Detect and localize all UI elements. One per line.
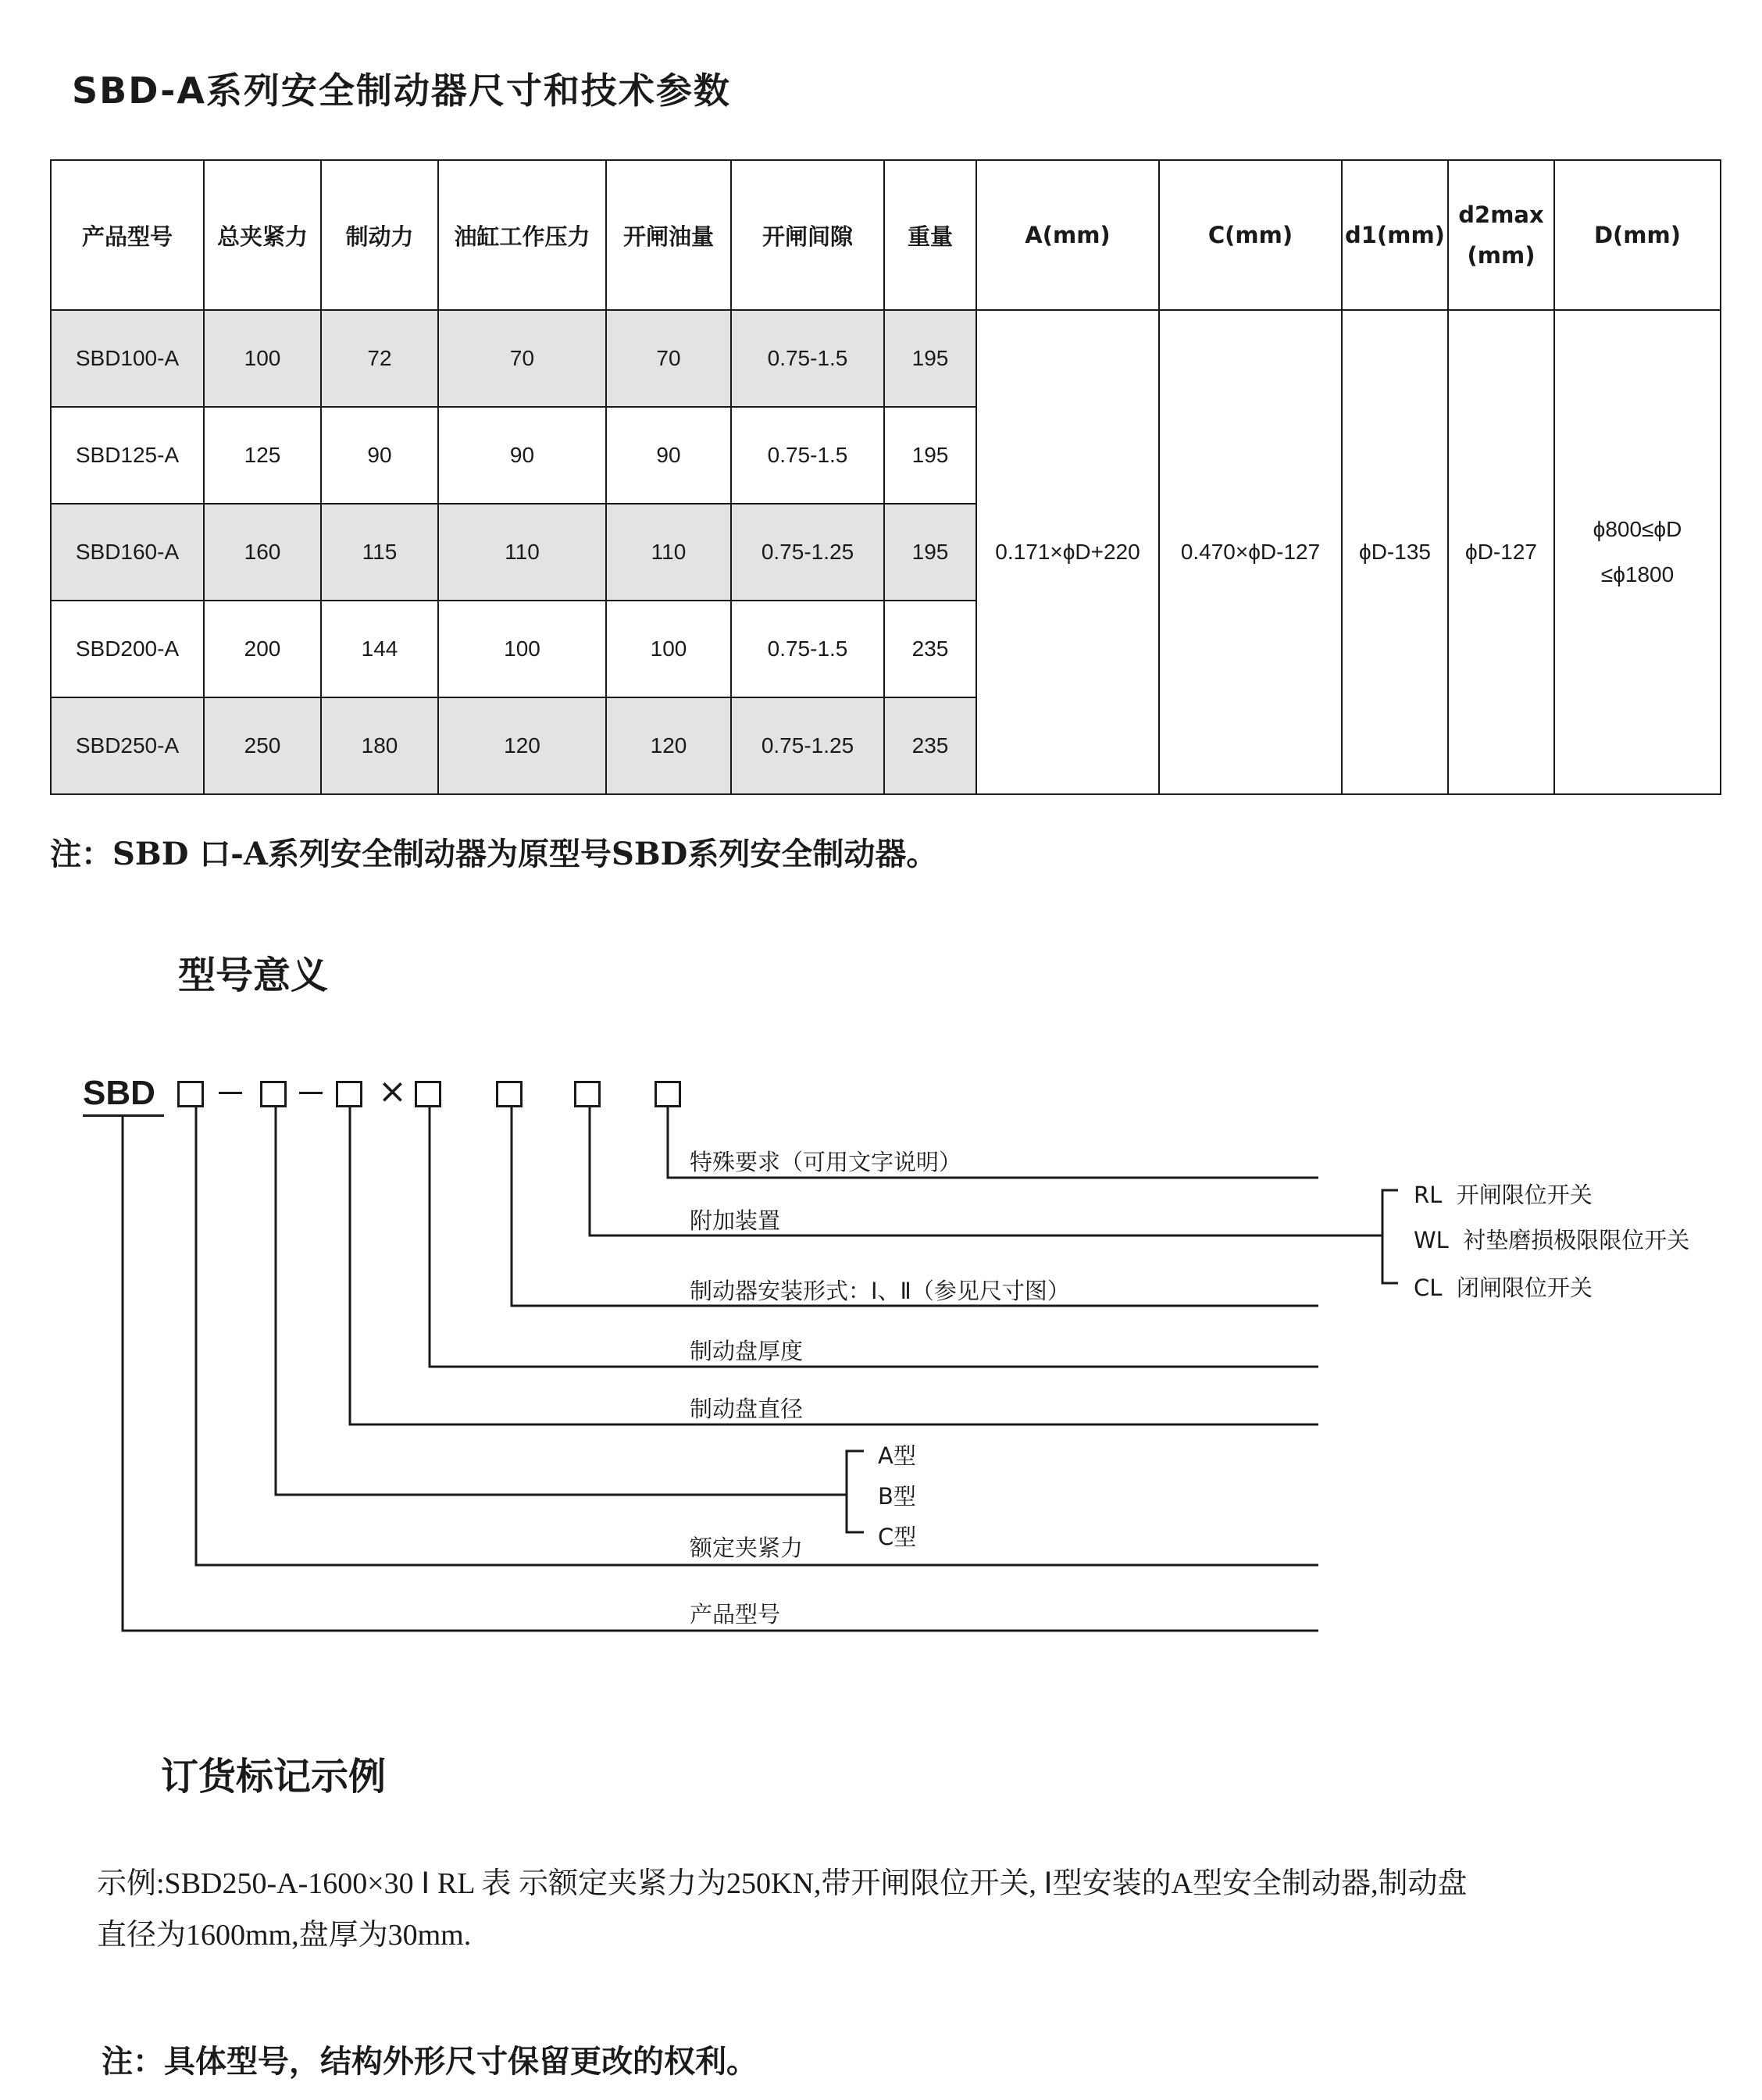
label-product-model: 产品型号 (690, 1601, 781, 1628)
cell-weight: 235 (884, 601, 976, 697)
cell-gap: 0.75-1.25 (731, 697, 884, 794)
rights-note: 注：具体型号，结构外形尺寸保留更改的权利。 (102, 2043, 758, 2080)
header-cylinder-pressure: 油缸工作压力 (438, 160, 606, 310)
cell-model: SBD250-A (51, 697, 204, 794)
cell-d-range-line1: ϕ800≤ϕD (1593, 517, 1682, 541)
cell-weight: 195 (884, 504, 976, 601)
model-prefix: SBD (83, 1074, 155, 1112)
cell-model: SBD100-A (51, 310, 204, 407)
cell-oil: 110 (606, 504, 731, 601)
cell-c-formula: 0.470×ϕD-127 (1159, 310, 1342, 794)
cell-d-range-line2: ≤ϕ1800 (1600, 562, 1675, 587)
label-disc-thickness: 制动盘厚度 (690, 1338, 804, 1364)
cell-gap: 0.75-1.5 (731, 407, 884, 504)
header-model: 产品型号 (51, 160, 204, 310)
cell-pressure: 100 (438, 601, 606, 697)
order-example-line1: 示例:SBD250-A-1600×30 Ⅰ RL 表 示额定夹紧力为250KN,带开闸限位开关, Ⅰ型安装的A型安全制动器,制动盘 (97, 1867, 1468, 1900)
label-rated-clamp-force: 额定夹紧力 (690, 1535, 804, 1561)
order-example-heading: 订货标记示例 (161, 1755, 387, 1799)
header-braking-force: 制动力 (321, 160, 438, 310)
cell-braking-force: 90 (321, 407, 438, 504)
model-meaning-heading: 型号意义 (178, 954, 329, 997)
cell-model: SBD160-A (51, 504, 204, 601)
cell-oil: 90 (606, 407, 731, 504)
label-additional-device: 附加装置 (690, 1207, 781, 1234)
addon-option-wl: WL 衬垫磨损极限限位开关 (1414, 1227, 1690, 1253)
cell-model: SBD125-A (51, 407, 204, 504)
series-note: 注：SBD 口-A系列安全制动器为原型号SBD系列安全制动器。 (50, 836, 938, 872)
cell-clamp-force: 250 (204, 697, 321, 794)
cell-d1-formula: ϕD-135 (1342, 310, 1448, 794)
cell-d2max-formula: ϕD-127 (1448, 310, 1554, 794)
header-d: D(mm) (1554, 160, 1721, 310)
label-disc-diameter: 制动盘直径 (690, 1396, 804, 1422)
header-a: A(mm) (976, 160, 1159, 310)
cell-model: SBD200-A (51, 601, 204, 697)
cell-pressure: 120 (438, 697, 606, 794)
page-title: SBD-A系列安全制动器尺寸和技术参数 (72, 70, 731, 112)
cell-clamp-force: 160 (204, 504, 321, 601)
cell-pressure: 70 (438, 310, 606, 407)
cell-clamp-force: 200 (204, 601, 321, 697)
order-example-line2: 直径为1600mm,盘厚为30mm. (97, 1919, 472, 1952)
header-c: C(mm) (1159, 160, 1342, 310)
header-release-gap: 开闸间隙 (731, 160, 884, 310)
header-release-oil: 开闸油量 (606, 160, 731, 310)
header-total-clamp-force: 总夹紧力 (204, 160, 321, 310)
cell-weight: 195 (884, 310, 976, 407)
label-special-requirements: 特殊要求（可用文字说明） (690, 1149, 962, 1175)
header-weight: 重量 (884, 160, 976, 310)
cell-clamp-force: 125 (204, 407, 321, 504)
code-times-sign: × (378, 1071, 407, 1111)
cell-clamp-force: 100 (204, 310, 321, 407)
cell-oil: 100 (606, 601, 731, 697)
cell-gap: 0.75-1.5 (731, 601, 884, 697)
cell-braking-force: 115 (321, 504, 438, 601)
addon-option-rl: RL 开闸限位开关 (1414, 1182, 1593, 1208)
cell-braking-force: 180 (321, 697, 438, 794)
header-d1: d1(mm) (1342, 160, 1448, 310)
header-d2max-line1: d2max (1458, 201, 1544, 228)
cell-gap: 0.75-1.25 (731, 504, 884, 601)
cell-gap: 0.75-1.5 (731, 310, 884, 407)
cell-oil: 70 (606, 310, 731, 407)
header-d2max-line2: (mm) (1467, 242, 1536, 269)
cell-a-formula: 0.171×ϕD+220 (976, 310, 1159, 794)
cell-pressure: 90 (438, 407, 606, 504)
cell-pressure: 110 (438, 504, 606, 601)
type-option-a: A型 (878, 1442, 916, 1469)
cell-braking-force: 144 (321, 601, 438, 697)
cell-weight: 195 (884, 407, 976, 504)
cell-weight: 235 (884, 697, 976, 794)
type-option-c: C型 (878, 1524, 917, 1550)
label-install-form: 制动器安装形式：Ⅰ、Ⅱ（参见尺寸图） (690, 1278, 1070, 1304)
cell-braking-force: 72 (321, 310, 438, 407)
addon-option-cl: CL 闭闸限位开关 (1414, 1275, 1593, 1301)
cell-oil: 120 (606, 697, 731, 794)
type-option-b: B型 (878, 1483, 916, 1510)
